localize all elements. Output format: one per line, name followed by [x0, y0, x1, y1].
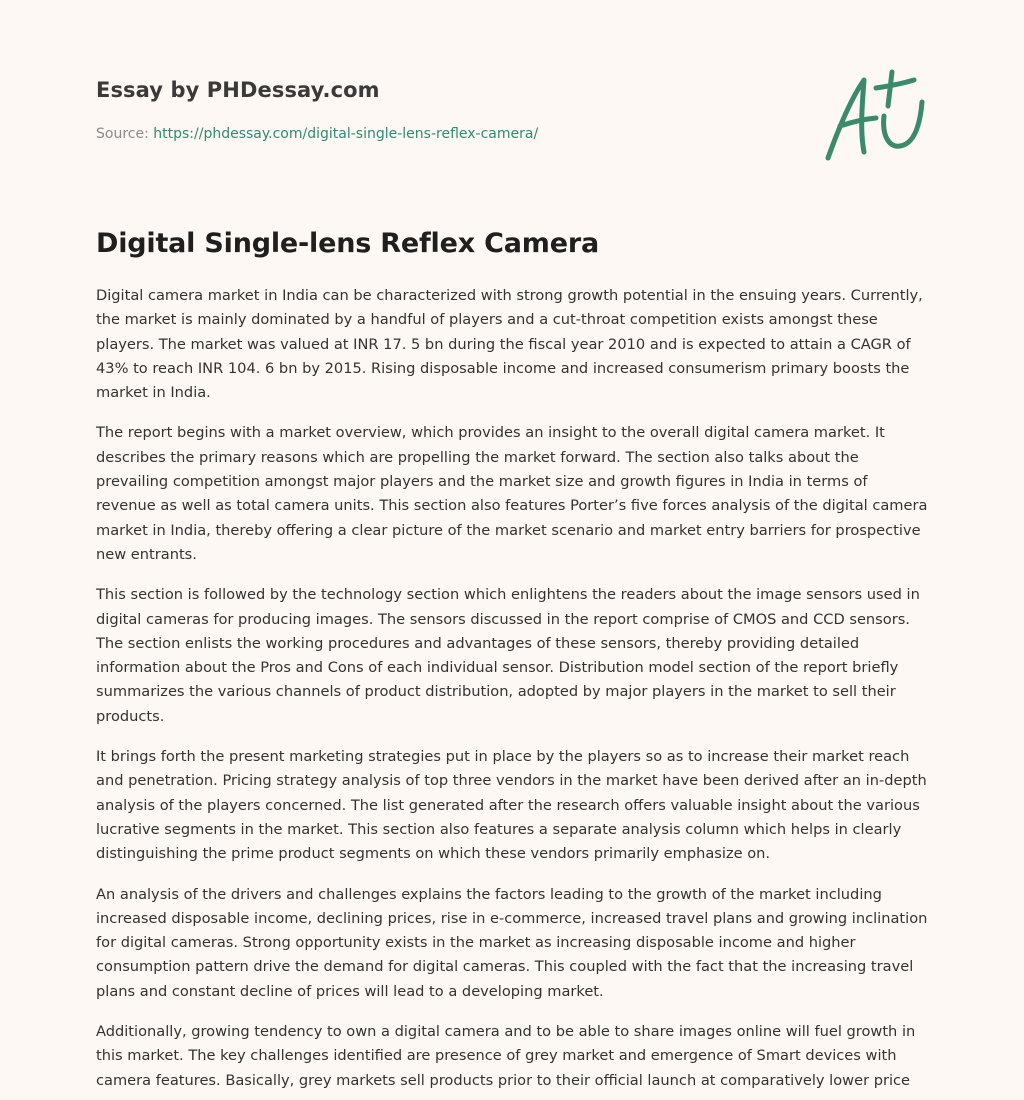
- a-plus-logo-icon: [818, 66, 930, 166]
- essay-body: [96, 284, 928, 1100]
- source-line: [96, 124, 796, 144]
- essay-paragraph: Digital camera market in India can be characterized with strong growth potential in the ensuing years. Currently, the market is mainly dominated by a handful of players and a cut-throat competition exists amongst these players. The market was valued at INR 17. 5 bn during the fiscal year 2010 and is expected to attain a CAGR of 43% to reach INR 104. 6 bn by 2015. Rising disposable income and increased consumerism primary boosts the market in India.: [96, 287, 923, 402]
- essay-paragraph: It brings forth the present marketing strategies put in place by the players so as to increase their market reach and penetration. Pricing strategy analysis of top three vendors in the market have been derived after an in-depth analysis of the players concerned. The list generated after the research offers valuable insight about the various lucrative segments in the market. This section also features a separate analysis column which helps in clearly distinguishing the prime product segments on which these vendors primarily emphasize on.: [96, 748, 927, 863]
- essay-title: Digital Single-lens Reflex Camera: [96, 228, 599, 259]
- source-label: Source:: [96, 126, 149, 142]
- essay-paragraph: The report begins with a market overview, which provides an insight to the overall digital camera market. It describes the primary reasons which are propelling the market forward. The section also talks about the prevailing competition amongst major players and the market size and growth figures in India in terms of revenue as well as total camera units. This section also features Porter’s five forces analysis of the digital camera market in India, thereby offering a clear picture of the market scenario and market entry barriers for prospective new entrants.: [96, 424, 928, 563]
- page-header: [96, 76, 796, 144]
- essay-paragraph: Additionally, growing tendency to own a digital camera and to be able to share images online will fuel growth in this market. The key challenges identified are presence of grey market and emergence of Smart devices with camera features. Basically, grey markets sell products prior to their official launch at comparatively lower price: [96, 1023, 916, 1089]
- essay-paragraph: This section is followed by the technology section which enlightens the readers about the image sensors used in digital cameras for producing images. The sensors discussed in the report comprise of CMOS and CCD sensors. The section enlists the working procedures and advantages of these sensors, thereby providing detailed information about the Pros and Cons of each individual sensor. Distribution model section of the report briefly summarizes the various channels of product distribution, adopted by major players in the market to sell their products.: [96, 586, 920, 725]
- essay-paragraph: An analysis of the drivers and challenges explains the factors leading to the growth of the market including increased disposable income, declining prices, rise in e-commerce, increased travel plans and growing inclination for digital cameras. Strong opportunity exists in the market as increasing disposable income and higher consumption pattern drive the demand for digital cameras. This coupled with the fact that the increasing travel plans and constant decline of prices will lead to a developing market.: [96, 885, 928, 1000]
- site-brand: Essay by PHDessay.com: [96, 78, 380, 102]
- source-link[interactable]: https://phdessay.com/digital-single-lens-reflex-camera/: [153, 126, 539, 142]
